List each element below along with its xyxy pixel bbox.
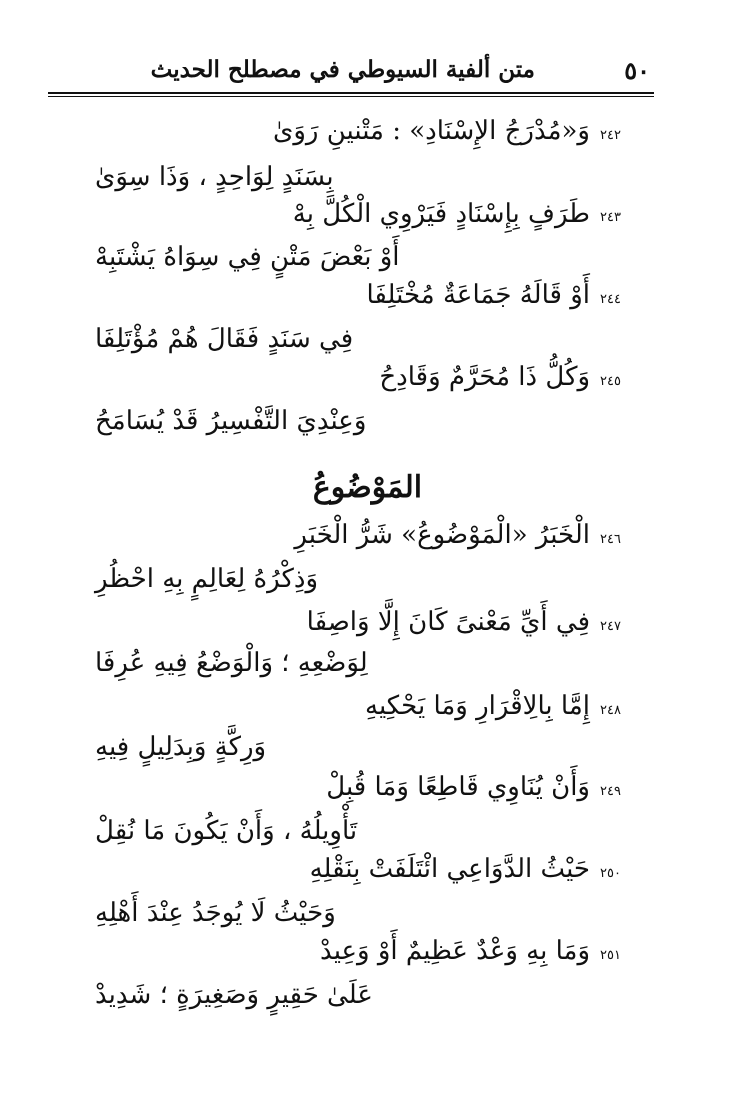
verse-number: ٢٤٤ — [600, 292, 621, 307]
verse-number: ٢٤٣ — [600, 210, 621, 225]
page-number: ٥٠ — [624, 56, 650, 85]
verse-second-hemistich: عَلَىٰ حَقِيرٍ وَصَغِيرَةٍ ؛ شَدِيدْ — [95, 980, 373, 1010]
verse-first-hemistich: إِمَّا بِالِاقْرَارِ وَمَا يَحْكِيهِ — [365, 691, 590, 721]
verse-number: ٢٤٦ — [600, 532, 621, 547]
header-rule-thin — [48, 96, 654, 97]
verse-second-hemistich: وَحَيْثُ لَا يُوجَدُ عِنْدَ أَهْلِهِ — [95, 898, 336, 928]
verse-number: ٢٤٥ — [600, 374, 621, 389]
verse-number: ٢٤٩ — [600, 784, 621, 799]
verse-first-hemistich: وَأَنْ يُنَاوِي قَاطِعًا وَمَا قُبِلْ — [326, 772, 590, 802]
verse-number: ٢٥٠ — [600, 866, 621, 881]
verse-number: ٢٤٢ — [600, 128, 621, 143]
verse-second-hemistich: تَأْوِيلُهُ ، وَأَنْ يَكُونَ مَا نُقِلْ — [95, 816, 358, 846]
header-rule-thick — [48, 92, 654, 94]
verse-first-hemistich: فِي أَيِّ مَعْنىً كَانَ إِلَّا وَاصِفَا — [306, 607, 590, 637]
verse-second-hemistich: وَذِكْرُهُ لِعَالِمٍ بِهِ احْظُرِ — [95, 564, 319, 594]
verse-first-hemistich: الْخَبَرُ «الْمَوْضُوعُ» شَرُّ الْخَبَرِ — [294, 520, 590, 550]
verse-second-hemistich: بِسَنَدٍ لِوَاحِدٍ ، وَذَا سِوَىٰ — [95, 162, 334, 192]
verse-number: ٢٤٨ — [600, 703, 621, 718]
verse-number: ٢٥١ — [600, 948, 621, 963]
verse-second-hemistich: وَعِنْدِيَ التَّفْسِيرُ قَدْ يُسَامَحُ — [95, 406, 367, 436]
verse-first-hemistich: وَكُلُّ ذَا مُحَرَّمٌ وَقَادِحُ — [379, 362, 590, 392]
running-title: متن ألفية السيوطي في مصطلح الحديث — [150, 56, 535, 83]
verse-first-hemistich: وَمَا بِهِ وَعْدٌ عَظِيمٌ أَوْ وَعِيدْ — [320, 936, 590, 966]
verse-first-hemistich: حَيْثُ الدَّوَاعِي ائْتَلَفَتْ بِنَقْلِهِ — [309, 854, 590, 884]
verse-first-hemistich: وَ«مُدْرَجُ الإِسْنَادِ» : مَتْنينِ رَوَىٰ — [272, 116, 590, 146]
verse-second-hemistich: فِي سَنَدٍ فَقَالَ هُمْ مُؤْتَلِفَا — [95, 324, 354, 354]
verse-first-hemistich: أَوْ قَالَهُ جَمَاعَةٌ مُخْتَلِفَا — [366, 280, 590, 310]
verse-number: ٢٤٧ — [600, 619, 621, 634]
verse-second-hemistich: أَوْ بَعْضَ مَتْنٍ فِي سِوَاهُ يَشْتَبِهْ — [95, 242, 400, 272]
page-header — [50, 52, 650, 92]
verse-second-hemistich: وَرِكَّةٍ وَبِدَلِيلٍ فِيهِ — [95, 732, 267, 762]
section-heading: المَوْضُوعُ — [312, 470, 423, 505]
verse-second-hemistich: لِوَضْعِهِ ؛ وَالْوَضْعُ فِيهِ عُرِفَا — [95, 648, 368, 678]
verse-first-hemistich: طَرَفٍ بِإِسْنَادٍ فَيَرْوِي الْكُلَّ بِهْ — [292, 199, 590, 229]
